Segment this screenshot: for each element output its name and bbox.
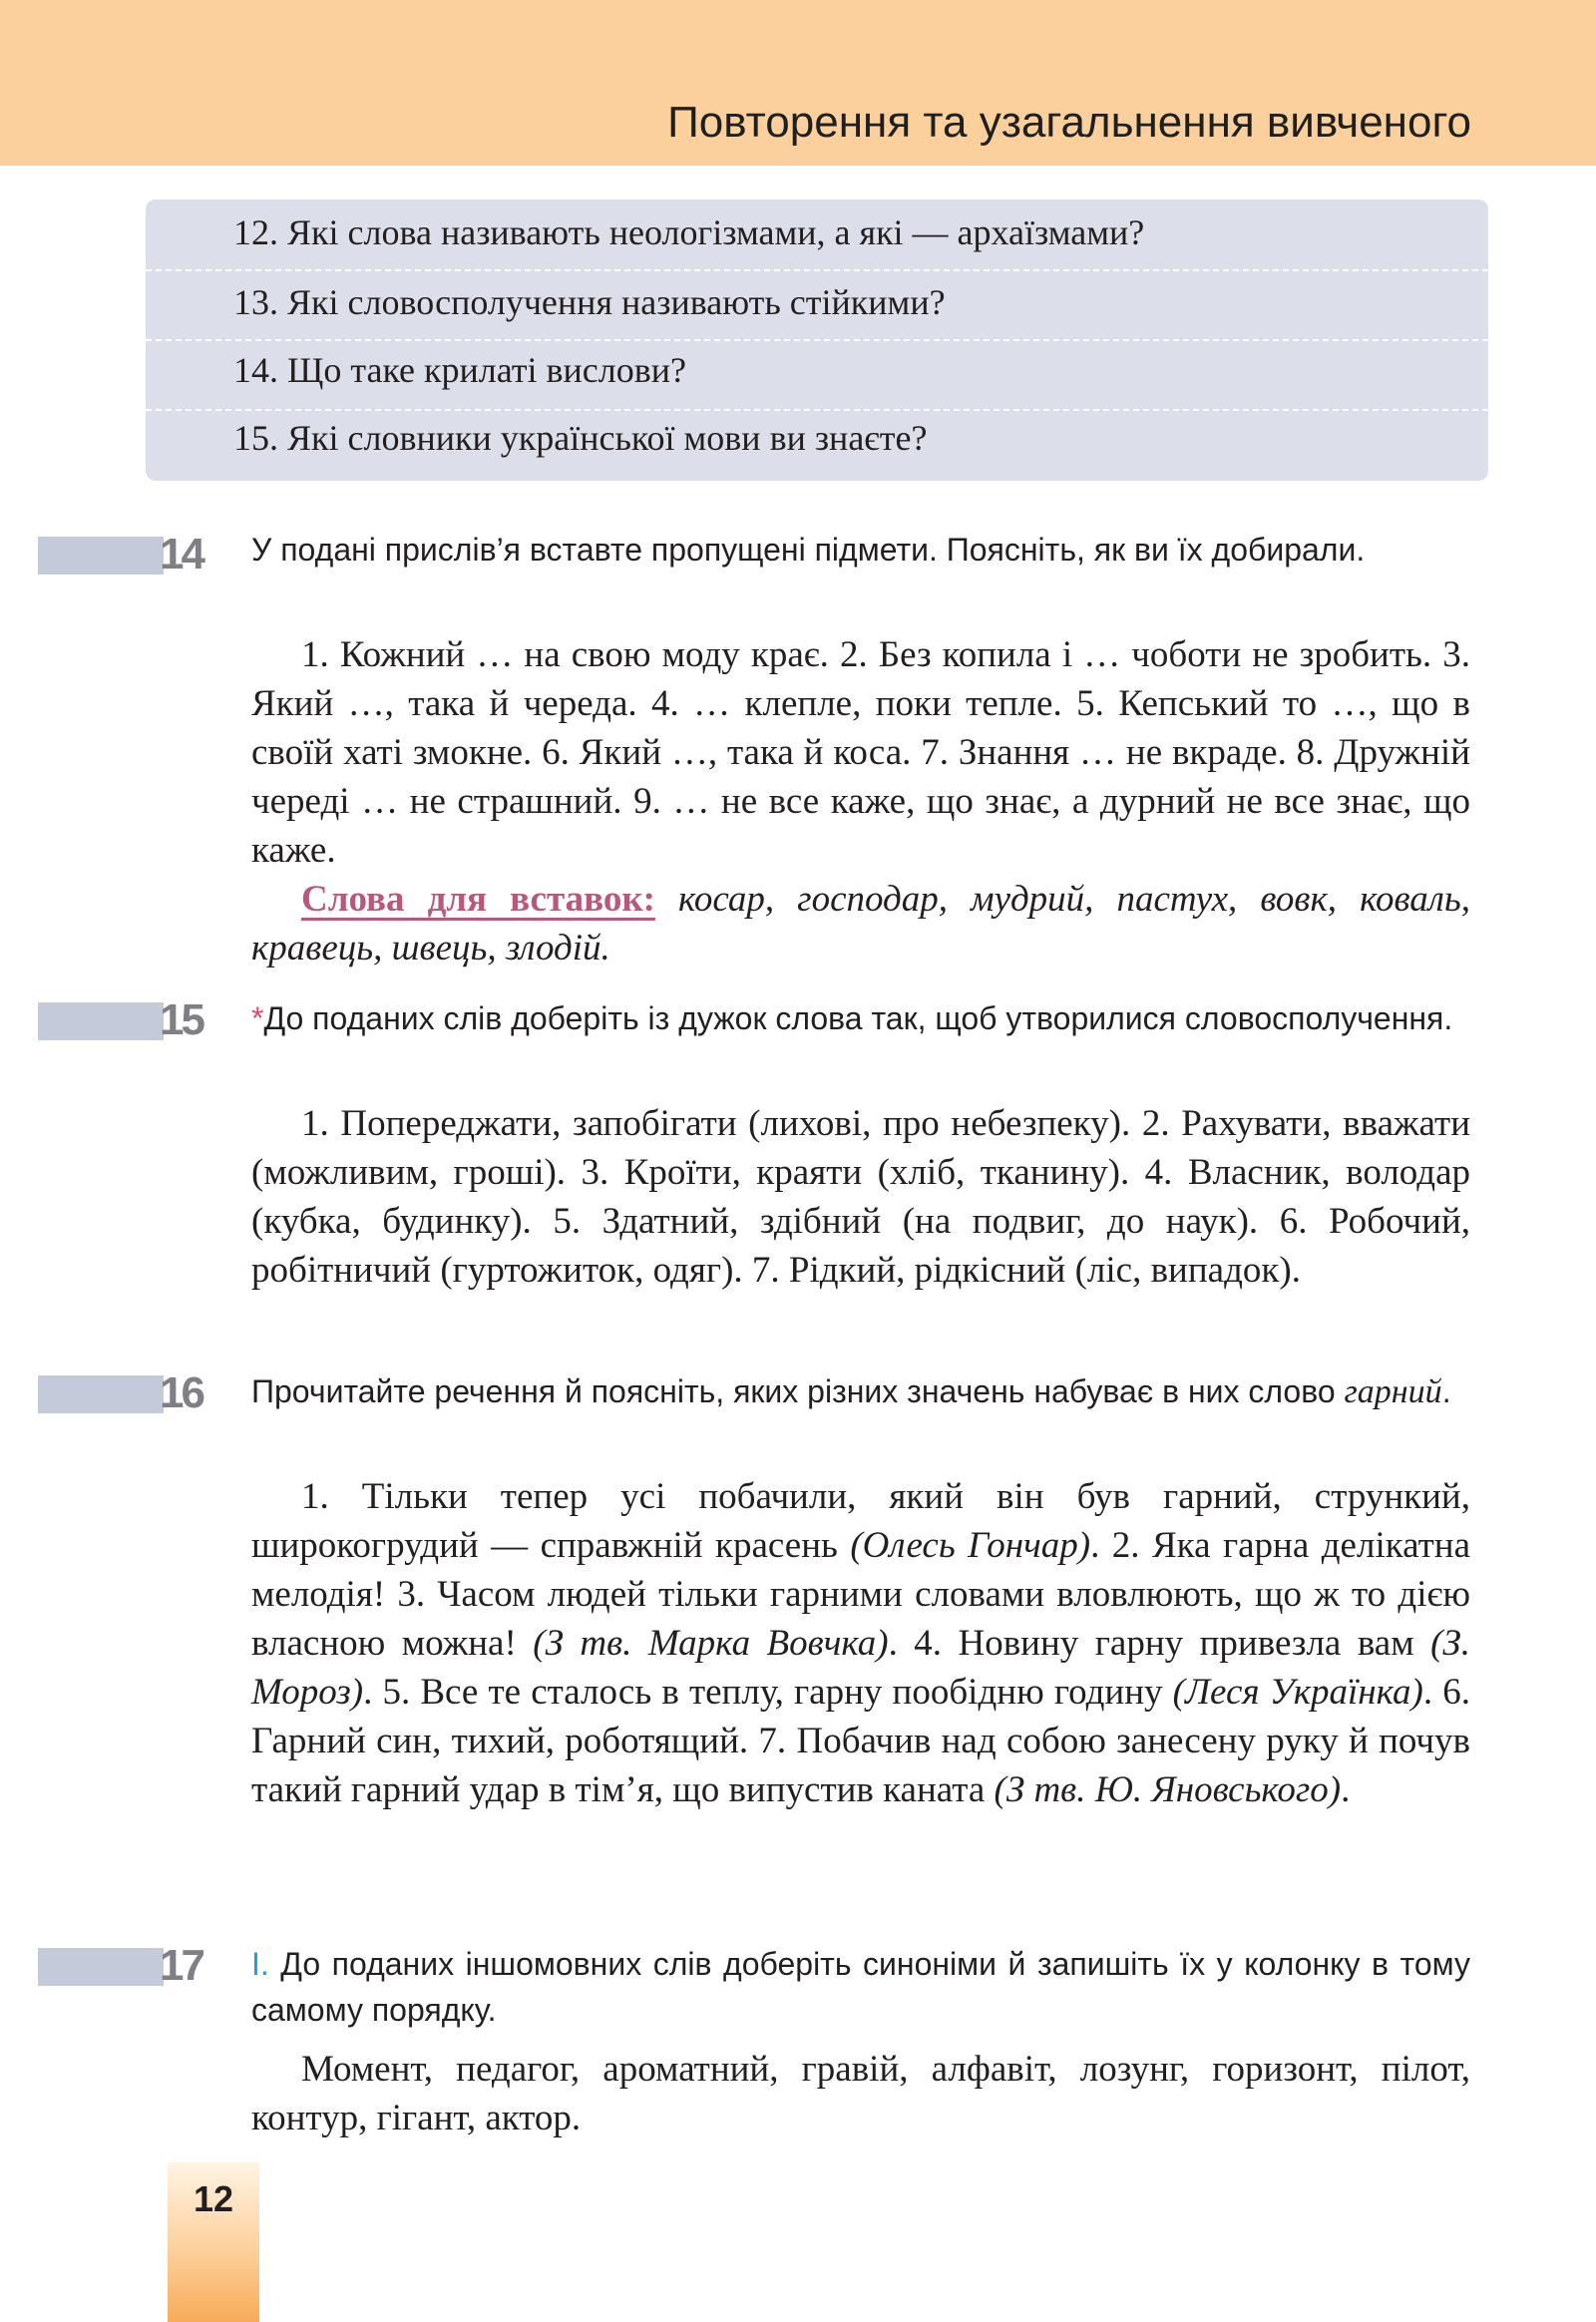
proverbs-text: 1. Кожний … на свою моду крає. 2. Без копила і … чоботи не зробить. 3. Який …, така й череда. 4. … клепле, поки тепле. 5. Кепський то …, що в своїй хаті змокне. 6. Який …, така й коса. 7. Знання … не вкраде. 8. Дружній череді … не страшний. 9. … не все каже, що знає, а дурний не все знає, що каже. xyxy=(251,634,1470,871)
review-question: 13. Які словосполучення називають стійкими? xyxy=(233,282,946,322)
page-number-tab xyxy=(168,2162,259,2322)
exercise-marker-bar xyxy=(38,537,164,575)
inserts-paragraph xyxy=(251,875,1470,972)
key-word: гарний xyxy=(1344,1373,1442,1410)
part-marker: І. xyxy=(251,1946,269,1982)
sentence-text: 1. Тільки тепер усі побачили, який він був гарний, стрункий, широкогрудий — справжній красень xyxy=(251,1476,1470,1566)
exercise-number: 17 xyxy=(160,1941,202,1990)
chapter-header-band xyxy=(0,0,1596,166)
author-reference: (Леся Українка) xyxy=(1172,1672,1423,1713)
exercise-task xyxy=(251,995,1470,1041)
exercise-text xyxy=(251,630,1470,875)
exercise-task xyxy=(251,1368,1470,1415)
chapter-title: Повторення та узагальнення вивченого xyxy=(667,98,1471,147)
exercise-task-end: . xyxy=(1441,1373,1451,1409)
divider xyxy=(146,339,1488,341)
author-reference: (Олесь Гончар) xyxy=(850,1525,1091,1566)
exercise-marker-bar xyxy=(38,1948,164,1986)
exercise-number: 15 xyxy=(160,995,202,1044)
review-question: 14. Що таке крилаті вислови? xyxy=(233,350,686,390)
sentence-text: . 6. Гарний син, тихий, роботящий. 7. Побачив над собою занесену руку й почув такий гарний удар в тім’я, що випустив каната xyxy=(251,1672,1471,1810)
exercise-marker-bar xyxy=(38,1002,164,1040)
review-question: 12. Які слова називають неологізмами, а які — архаїзмами? xyxy=(233,212,1145,252)
author-reference: (З тв. Ю. Яновського) xyxy=(994,1769,1342,1810)
divider xyxy=(146,269,1488,271)
exercise-task xyxy=(251,1941,1470,2033)
sentence-text: . 4. Новину гарну привезла вам xyxy=(888,1623,1431,1664)
exercise-marker-bar xyxy=(38,1375,164,1413)
exercise-task: У подані прислів’я вставте пропущені підмети. Поясніть, як ви їх добирали. xyxy=(251,532,1366,568)
review-questions-box xyxy=(146,199,1488,481)
exercise-number: 16 xyxy=(160,1368,202,1417)
review-question: 15. Які словники української мови ви знаєте? xyxy=(233,418,928,458)
exercise-text: 1. Попереджати, запобігати (лихові, про небезпеку). 2. Рахувати, вважати (можливим, гроші). 3. Кроїти, краяти (хліб, тканину). 4. Власник, володар (кубка, будинку). 5. Здатний, здібний (на подвиг, до наук). 6. Робочий, робітничий (гуртожиток, одяг). 7. Рідкий, рідкісний (ліс, випадок). xyxy=(251,1103,1470,1291)
sentence-text: . 5. Все те сталось в теплу, гарну пообідню годину xyxy=(363,1672,1173,1713)
sentence-text: . 2. Яка гарна делікатна мелодія! 3. Часом людей тільки гарними словами вловлюють, що ж то дією власною можна! xyxy=(251,1525,1470,1664)
exercise-task-text: До поданих слів доберіть із дужок слова так, щоб утворилися словосполучення. xyxy=(263,1000,1453,1036)
inserts-words: косар, господар, мудрий, пастух, вовк, коваль, кравець, швець, злодій. xyxy=(251,879,1470,968)
exercise-text xyxy=(251,1472,1470,1814)
exercise-text: Момент, педагог, ароматний, гравій, алфавіт, лозунг, горизонт, пілот, контур, гігант, актор. xyxy=(251,2049,1470,2138)
inserts-label: Слова для вставок: xyxy=(301,879,655,920)
author-reference: (З. Мороз) xyxy=(251,1623,1470,1713)
divider xyxy=(146,409,1488,411)
asterisk-mark: * xyxy=(251,1000,264,1036)
sentence-text: . xyxy=(1341,1769,1351,1810)
exercise-number: 14 xyxy=(160,530,202,579)
exercise-task-text: Прочитайте речення й поясніть, яких різних значень набуває в них слово xyxy=(251,1373,1345,1409)
page-number: 12 xyxy=(193,2178,234,2219)
author-reference: (З тв. Марка Вовчка) xyxy=(533,1623,889,1664)
exercise-task-text: До поданих іншомовних слів доберіть синоніми й запишіть їх у колонку в тому самому порядку. xyxy=(251,1946,1470,2028)
